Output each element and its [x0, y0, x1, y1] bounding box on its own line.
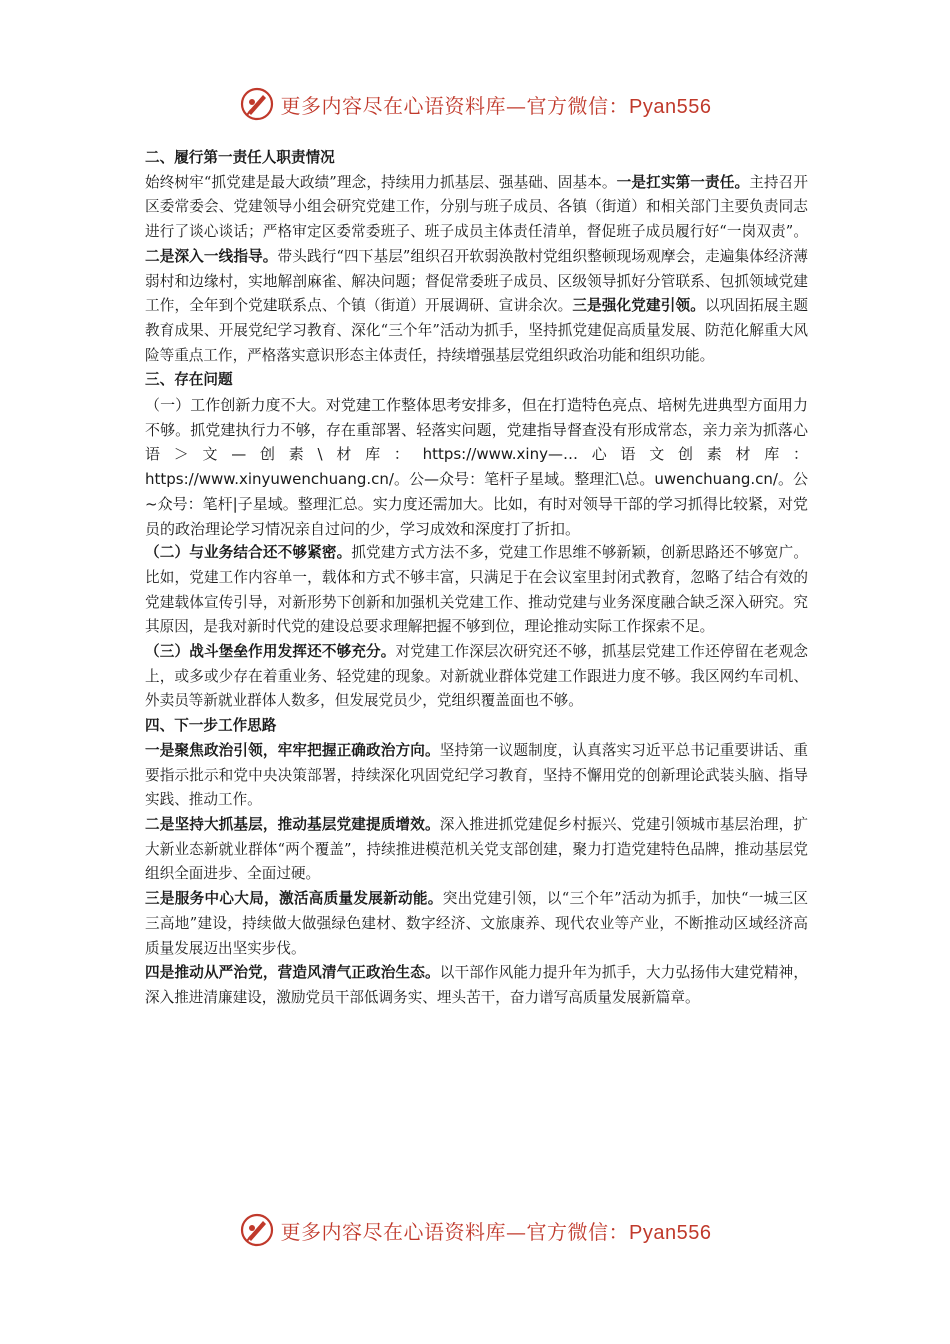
section-heading: 三、存在问题: [145, 371, 233, 389]
section-heading: 二、履行第一责任人职责情况: [145, 149, 335, 166]
banner-text-cn: 更多内容尽在心语资料库—官方微信：: [280, 93, 630, 118]
banner-text: [281, 90, 712, 119]
paragraph: 始终树牢“抓党建是最大政绩”理念，持续用力抓基层、强基础、固基本。一是扛实第一责任。主持召开区委常委会、党建领导小组会研究党建工作，分别与班子成员、各镇（街道）和相关部门主要负责同志进行了谈心谈话；严格审定区委常委班子、班子成员主体责任清单，督促班子成员履行好“一岗双责”。二是深入一线指导。带头践行“四下基层”组织召开软弱涣散村党组织整顿现场观摩会，走遍集体经济薄弱村和边缘村，实地解剖麻雀、解决问题；督促常委班子成员、区级领导抓好分管联系、包抓领域党建工作，全年到个党建联系点、个镇（街道）开展调研、宣讲余次。三是强化党建引领。以巩固拓展主题教育成果、开展党纪学习教育、深化“三个年”活动为抓手，坚持抓党建促高质量发展、防范化解重大风险等重点工作，严格落实意识形态主体责任，持续增强基层党组织政治功能和组织功能。: [145, 173, 808, 364]
paragraph: 三是服务中心大局，激活高质量发展新动能。突出党建引领，以“三个年”活动为抓手，加快“一城三区三高地”建设，持续做大做强绿色建材、数字经济、文旅康养、现代农业等产业，不断推动区域经济高质量发展迈出坚实步伐。: [145, 890, 808, 957]
header-banner: [0, 82, 950, 126]
quill-logo-icon: [239, 86, 275, 122]
banner-text-cn: 更多内容尽在心语资料库—官方微信：: [280, 1219, 630, 1244]
banner-text: [281, 1216, 712, 1245]
paragraph: （二）与业务结合还不够紧密。抓党建方式方法不多，党建工作思维不够新颖，创新思路还不够宽广。比如，党建工作内容单一，载体和方式不够丰富，只满足于在会议室里封闭式教育，忽略了结合有效的党建载体宣传引导，对新形势下创新和加强机关党建工作、推动党建与业务深度融合缺乏深入研究。究其原因，是我对新时代党的建设总要求理解把握不够到位，理论推动实际工作探索不足。: [145, 544, 808, 636]
banner-wechat-id: Pyan556: [629, 95, 712, 118]
paragraph: 四是推动从严治党，营造风清气正政治生态。以干部作风能力提升年为抓手，大力弘扬伟大建党精神，深入推进清廉建设，激励党员干部低调务实、埋头苦干，奋力谱写高质量发展新篇章。: [145, 964, 808, 1006]
paragraph: （三）战斗堡垒作用发挥还不够充分。对党建工作深层次研究还不够，抓基层党建工作还停留在老观念上，或多或少存在着重业务、轻党建的现象。对新就业群体党建工作跟进力度不够。我区网约车司机、外卖员等新就业群体人数多，但发展党员少，党组织覆盖面也不够。: [145, 643, 808, 710]
quill-logo-icon: [239, 1212, 275, 1248]
paragraph: 二是坚持大抓基层，推动基层党建提质增效。深入推进抓党建促乡村振兴、党建引领城市基层治理，扩大新业态新就业群体“两个覆盖”，持续推进模范机关党支部创建，聚力打造党建特色品牌，推动基层党组织全面进步、全面过硬。: [145, 815, 808, 883]
footer-banner: [0, 1208, 950, 1252]
paragraph: 一是聚焦政治引领，牢牢把握正确政治方向。坚持第一议题制度，认真落实习近平总书记重要讲话、重要指示批示和党中央决策部署，持续深化巩固党纪学习教育，坚持不懈用党的创新理论武装头脑、指导实践、推动工作。: [145, 741, 808, 809]
banner-wechat-id: Pyan556: [629, 1221, 712, 1244]
document-body: [145, 146, 808, 1011]
paragraph: （一）工作创新力度不大。对党建工作整体思考安排多，但在打造特色亮点、培树先进典型方面用力不够。抓党建执行力不够，存在重部署、轻落实问题，党建指导督查没有形成常态，亲力亲为抓落心语＞文—创素\材库：https://www.xiny—…心语文创素材库：https://www.xinyuwenchuang.cn/。公—众号：笔杆子星域。整理汇\总。uwenchuang.cn/。公~众号：笔杆|子星域。整理汇总。实力度还需加大。比如，有时对领导干部的学习抓得比较紧，对党员的政治理论学习情况亲自过问的少，学习成效和深度打了折扣。: [145, 396, 808, 538]
section-heading: 四、下一步工作思路: [145, 717, 277, 735]
